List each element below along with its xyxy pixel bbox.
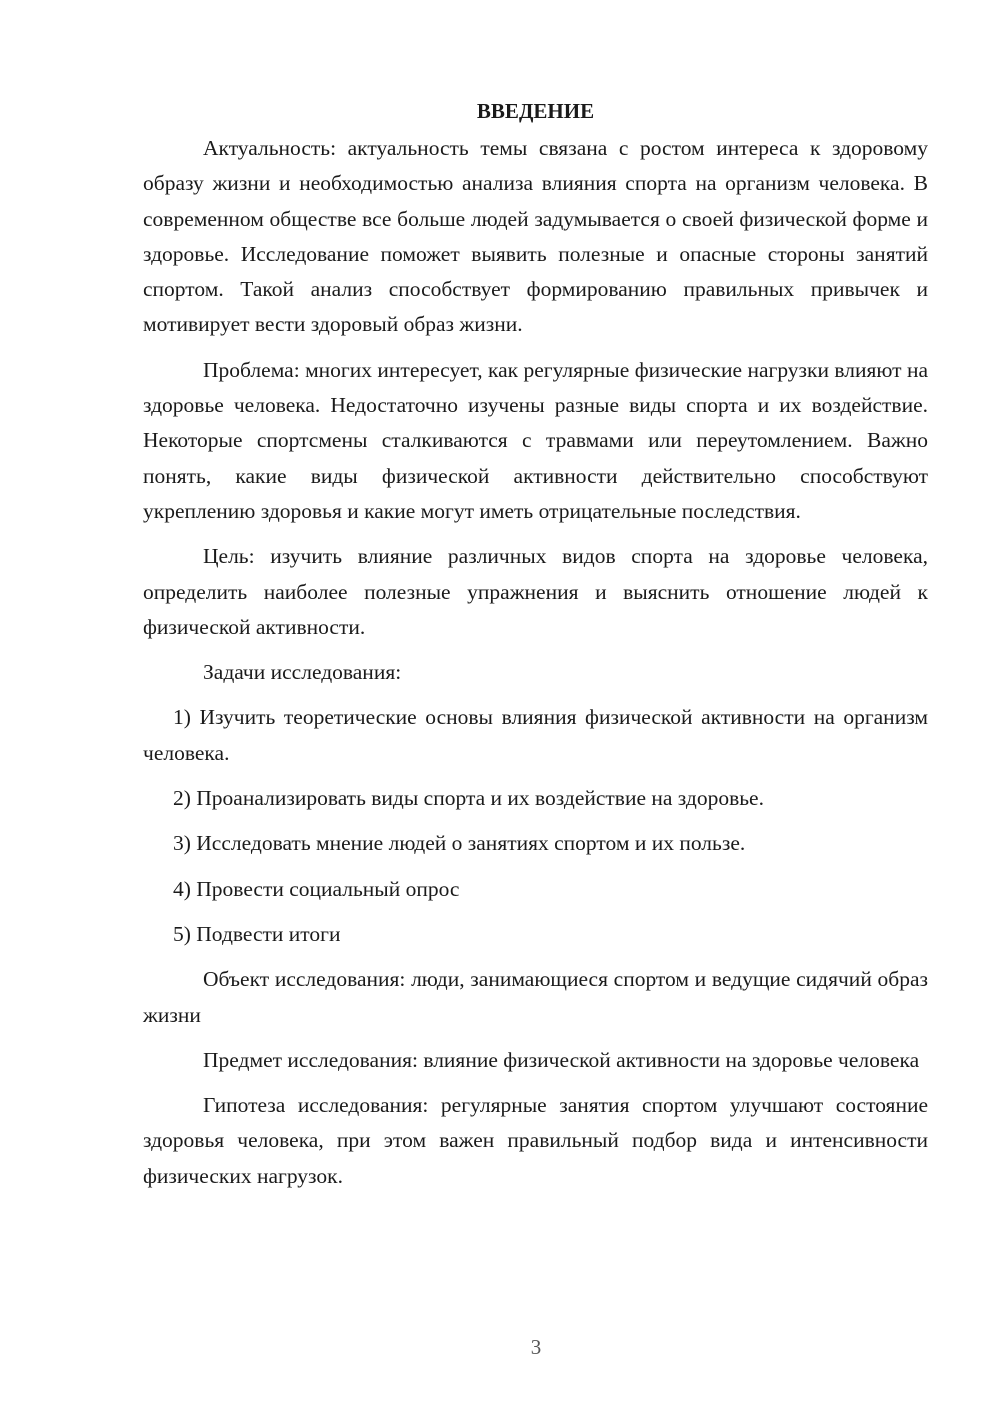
task-item: 1) Изучить теоретические основы влияния физической активности на организм человека. xyxy=(143,705,928,765)
tasks-heading: Задачи исследования: xyxy=(203,660,402,685)
page-number: 3 xyxy=(530,1335,542,1359)
hypothesis-paragraph: Гипотеза исследования: регулярные занятия спортом улучшают состояние здоровья человека, при этом важен правильный подбор вида и интенсивности физических нагрузок. xyxy=(143,1093,928,1188)
relevance-paragraph: Актуальность: актуальность темы связана с ростом интереса к здоровому образу жизни и необходимостью анализа влияния спорта на организм человека. В современном обществе все больше людей задумывается о своей физической форме и здоровье. Исследование поможет выявить полезные и опасные стороны занятий спортом. Такой анализ способствует формированию правильных привычек и мотивирует вести здоровый образ жизни. xyxy=(143,136,928,337)
problem-paragraph: Проблема: многих интересует, как регулярные физические нагрузки влияют на здоровье человека. Недостаточно изучены разные виды спорта и их воздействие. Некоторые спортсмены сталкиваются с травмами или переутомлением. Важно понять, какие виды физической активности действительно способствуют укреплению здоровья и какие могут иметь отрицательные последствия. xyxy=(143,357,928,523)
page-title: ВВЕДЕНИЕ xyxy=(476,99,595,123)
task-item: 4) Провести социальный опрос xyxy=(173,876,460,901)
subject-paragraph: Предмет исследования: влияние физической активности на здоровье человека xyxy=(203,1047,920,1072)
object-paragraph: Объект исследования: люди, занимающиеся спортом и ведущие сидячий образ жизни xyxy=(143,967,928,1027)
document-body xyxy=(143,95,928,1204)
task-item: 2) Проанализировать виды спорта и их воздействие на здоровье. xyxy=(173,786,764,811)
task-item: 5) Подвести итоги xyxy=(173,921,341,946)
goal-paragraph: Цель: изучить влияние различных видов спорта на здоровье человека, определить наиболее полезные упражнения и выяснить отношение людей к физической активности. xyxy=(143,544,928,639)
task-item: 3) Исследовать мнение людей о занятиях спортом и их пользе. xyxy=(173,831,746,856)
